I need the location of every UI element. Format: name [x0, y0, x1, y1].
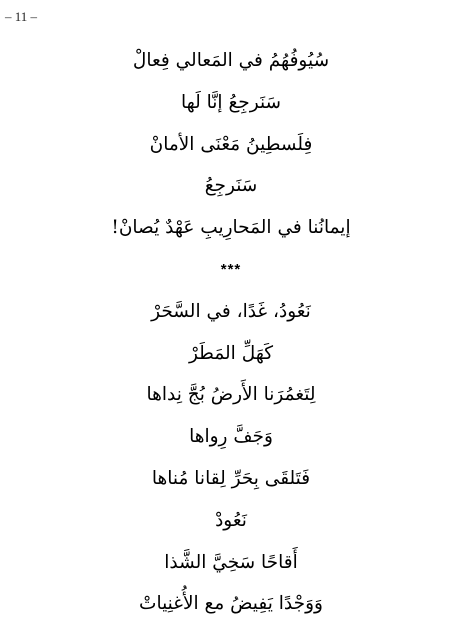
verse-line: وَجَفَّ رِواها	[189, 426, 273, 448]
verse-line: نَعُودُ، غَدًا، في السَّحَرْ	[151, 300, 311, 322]
verse-line: كَهَلِّ المَطَرْ	[188, 342, 274, 364]
verse-line: سَنَرجِعُ	[204, 175, 258, 197]
verse-line: نَعُودْ	[215, 509, 247, 531]
verse-line: فِلَسطِينُ مَعْنَى الأمانْ	[149, 133, 313, 155]
verse-line: إيمانُنا في المَحارِيبِ عَهْدٌ يُصانْ!	[111, 217, 351, 239]
page-number: – 11 –	[5, 9, 38, 24]
section-divider: ***	[220, 260, 242, 278]
verse-line: سَنَرجِعُ إنَّا لَها	[180, 91, 282, 113]
verse-line: فَتَلقَى بِحَرِّ لِقانا مُناها	[151, 467, 311, 489]
verse-line: أَقاحًا سَخِيَّ الشَّذا	[164, 551, 298, 573]
verse-line: وَوَجْدًا يَفِيضُ مع الأُغنِياتْ	[139, 593, 323, 615]
poem	[0, 40, 462, 625]
verse-line: سُيُوفُهُمُ في المَعالي فِعالْ	[132, 50, 330, 71]
verse-line: لِتَغمُرَنا الأَرضُ بُجَّ نِداها	[146, 384, 316, 406]
